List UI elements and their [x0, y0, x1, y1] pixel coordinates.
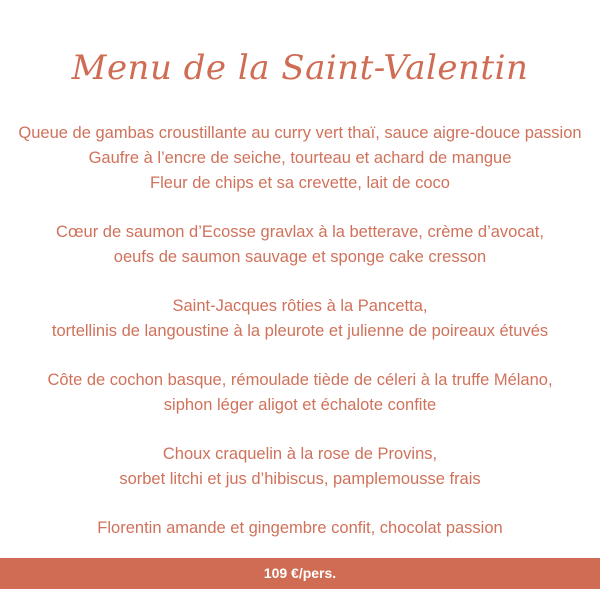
price-banner [0, 558, 600, 589]
course-line: Gaufre à l’encre de seiche, tourteau et achard de mangue [88, 149, 512, 167]
course-starter-1 [0, 121, 600, 196]
course-line: Florentin amande et gingembre confit, chocolat passion [97, 519, 503, 537]
course-dessert [0, 516, 600, 541]
course-line: Cœur de saumon d’Ecosse gravlax à la betterave, crème d’avocat, [56, 223, 544, 241]
menu-courses [0, 121, 600, 565]
course-line: Saint-Jacques rôties à la Pancetta, [172, 297, 428, 315]
course-line: Côte de cochon basque, rémoulade tiède de céleri à la truffe Mélano, [47, 371, 553, 389]
course-line: tortellinis de langoustine à la pleurote et julienne de poireaux étuvés [51, 322, 549, 340]
menu-title: Menu de la Saint-Valentin [71, 48, 529, 88]
price-label: 109 €/pers. [263, 565, 337, 581]
course-line: siphon léger aligot et échalote confite [163, 396, 437, 414]
course-line: Choux craquelin à la rose de Provins, [162, 445, 438, 463]
course-line: sorbet litchi et jus d’hibiscus, pamplemousse frais [119, 470, 481, 488]
course-line: Queue de gambas croustillante au curry vert thaï, sauce aigre-douce passion [18, 124, 582, 142]
course-line: Fleur de chips et sa crevette, lait de coco [150, 174, 450, 192]
course-main [0, 368, 600, 418]
course-starter-2 [0, 220, 600, 270]
course-fish [0, 294, 600, 344]
course-line: oeufs de saumon sauvage et sponge cake cresson [113, 248, 487, 266]
course-pre-dessert [0, 442, 600, 492]
